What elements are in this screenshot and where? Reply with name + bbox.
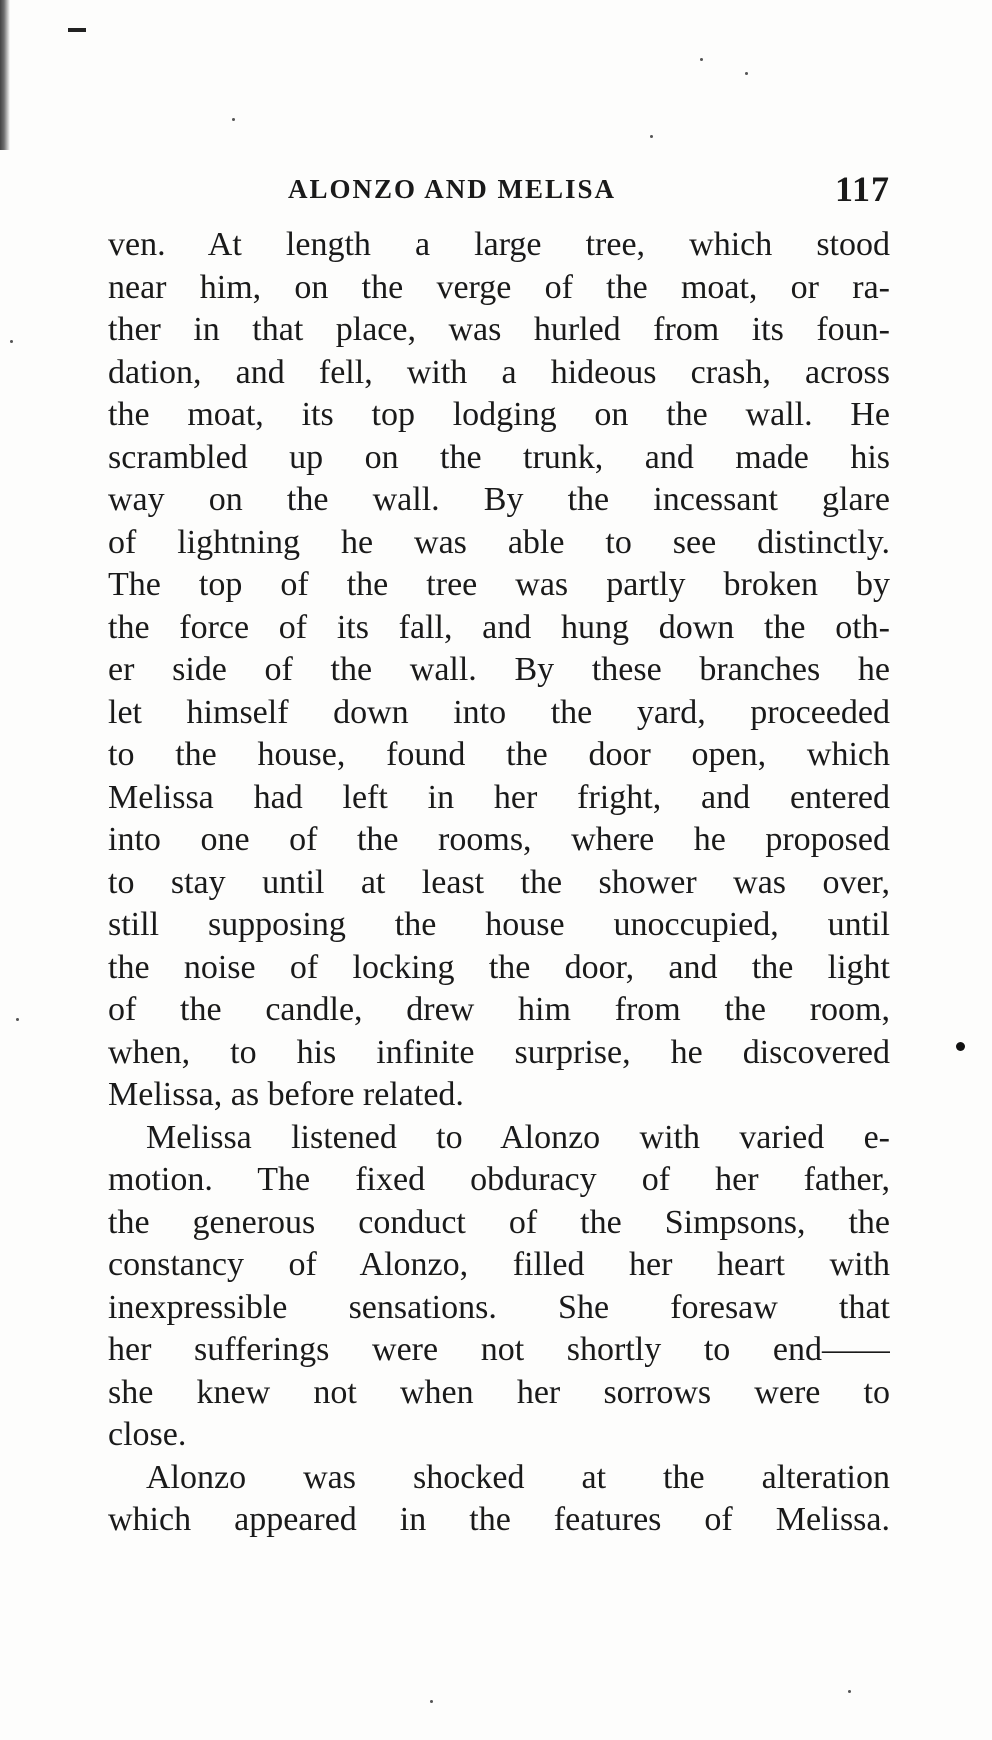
text-line: Melissa, as before related. [108,1076,464,1113]
text-line: of the candle, drew him from the room, [108,991,890,1028]
text-line: let himself down into the yard, proceeded [108,693,890,731]
paper-speck [16,1018,19,1021]
text-line: ther in that place, was hurled from its foun- [108,311,890,348]
text-line: to stay until at least the shower was over, [108,863,890,901]
text-line: motion. The fixed obduracy of her father, [108,1161,890,1198]
body-text [108,224,890,1542]
text-line: when, to his infinite surprise, he discovered [108,1033,890,1071]
running-header [108,168,890,214]
text-line: close. [108,1416,187,1453]
text-line: dation, and fell, with a hideous crash, across [108,353,890,391]
paper-speck [430,1700,433,1703]
text-line: the noise of locking the door, and the light [108,948,890,986]
text-line: the generous conduct of the Simpsons, the [108,1203,890,1241]
ink-dash-mark [68,28,86,32]
text-line: er side of the wall. By these branches he [108,651,890,688]
text-line: near him, on the verge of the moat, or ra- [108,268,890,306]
text-line: into one of the rooms, where he proposed [108,821,890,858]
text-line: ven. At length a large tree, which stood [108,226,890,263]
text-line: the moat, its top lodging on the wall. He [108,396,890,433]
text-line: inexpressible sensations. She foresaw that [108,1288,890,1326]
text-line: Alonzo was shocked at the alteration [146,1458,890,1496]
paper-speck [745,72,748,75]
running-title: ALONZO AND MELISA [288,174,617,204]
text-line: scrambled up on the trunk, and made his [108,438,890,476]
text-line: her sufferings were not shortly to end—— [108,1331,890,1368]
binding-edge-mark [0,0,10,150]
text-line: Melissa had left in her fright, and entered [108,778,890,816]
text-line: which appeared in the features of Melissa. [108,1501,890,1538]
text-line: still supposing the house unoccupied, until [108,906,890,943]
text-line: to the house, found the door open, which [108,736,890,773]
text-line: she knew not when her sorrows were to [108,1373,890,1411]
text-line: way on the wall. By the incessant glare [108,481,890,518]
text-line: the force of its fall, and hung down the oth- [108,608,890,646]
text-line: Melissa listened to Alonzo with varied e- [146,1118,890,1156]
paper-speck [232,118,235,121]
paper-speck [848,1690,851,1693]
paper-speck [650,135,653,138]
text-line: constancy of Alonzo, filled her heart with [108,1246,890,1283]
paper-speck [10,340,13,343]
ink-blot [956,1042,965,1051]
text-line: of lightning he was able to see distinctly. [108,523,890,561]
text-line: The top of the tree was partly broken by [108,566,890,603]
page-number: 117 [834,169,890,209]
paper-speck [700,58,703,61]
